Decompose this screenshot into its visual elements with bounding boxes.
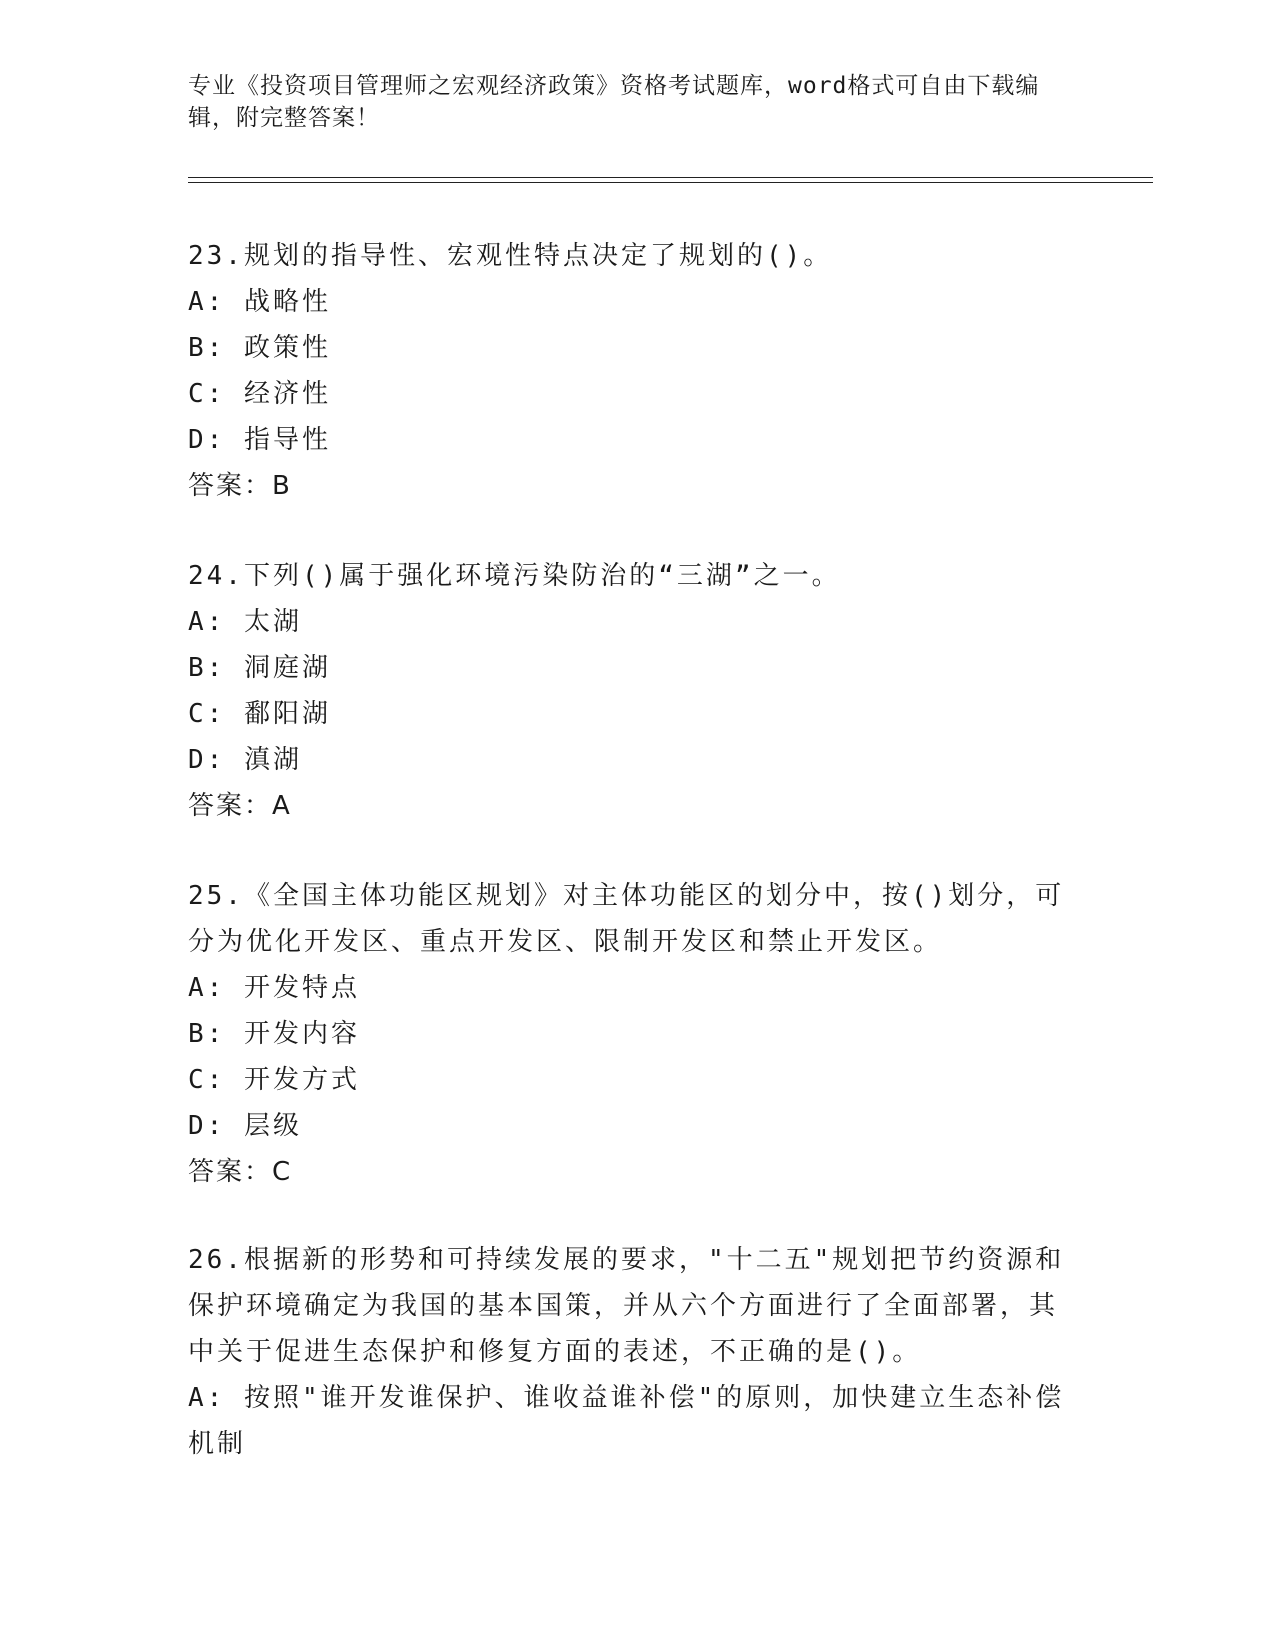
option-d: D: 滇湖 bbox=[188, 745, 302, 775]
answer: 答案：B bbox=[188, 471, 292, 501]
answer: 答案：A bbox=[188, 791, 292, 821]
header-divider-bottom bbox=[188, 182, 1153, 183]
question-25 bbox=[188, 873, 1078, 1195]
document-header: 专业《投资项目管理师之宏观经济政策》资格考试题库，word格式可自由下载编辑，附完整答案！ bbox=[188, 73, 1040, 131]
question-26 bbox=[188, 1237, 1078, 1467]
option-d: D: 指导性 bbox=[188, 425, 331, 455]
option-c: C: 开发方式 bbox=[188, 1065, 360, 1095]
option-b: B: 政策性 bbox=[188, 333, 331, 363]
question-24 bbox=[188, 553, 1078, 829]
option-b: B: 洞庭湖 bbox=[188, 653, 331, 683]
option-a: A: 战略性 bbox=[188, 287, 331, 317]
option-d: D: 层级 bbox=[188, 1111, 302, 1141]
option-a: A: 开发特点 bbox=[188, 973, 360, 1003]
question-stem: 25.《全国主体功能区规划》对主体功能区的划分中，按()划分，可分为优化开发区、重点开发区、限制开发区和禁止开发区。 bbox=[188, 881, 1065, 957]
question-23 bbox=[188, 233, 1078, 509]
question-stem: 23.规划的指导性、宏观性特点决定了规划的()。 bbox=[188, 241, 833, 271]
option-c: C: 鄱阳湖 bbox=[188, 699, 331, 729]
option-b: B: 开发内容 bbox=[188, 1019, 360, 1049]
answer: 答案：C bbox=[188, 1157, 293, 1187]
question-stem: 26.根据新的形势和可持续发展的要求，"十二五"规划把节约资源和保护环境确定为我国的基本国策，并从六个方面进行了全面部署，其中关于促进生态保护和修复方面的表述，不正确的是()。 bbox=[188, 1245, 1065, 1367]
header-divider-top bbox=[188, 177, 1153, 178]
option-c: C: 经济性 bbox=[188, 379, 331, 409]
option-a: A: 太湖 bbox=[188, 607, 302, 637]
option-a: A: 按照"谁开发谁保护、谁收益谁补偿"的原则，加快建立生态补偿机制 bbox=[188, 1383, 1065, 1459]
question-stem: 24.下列()属于强化环境污染防治的“三湖”之一。 bbox=[188, 561, 841, 591]
